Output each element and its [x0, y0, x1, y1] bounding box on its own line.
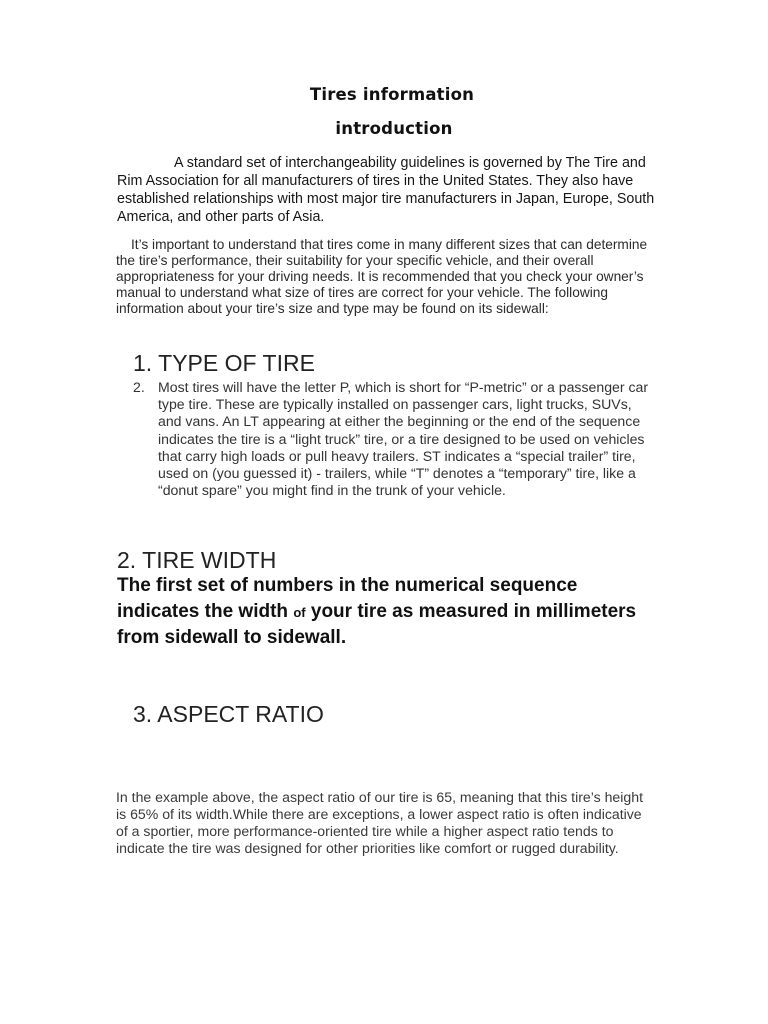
importance-paragraph: It’s important to understand that tires come in many different sizes that can determine the tire’s performance, their suitability for your specific vehicle, and their overall appropriateness for your driving needs. It is recommended that you check your owner’s manual to understand what size of tires are correct for your vehicle. The following information about your tire’s size and type may be found on its sidewall:	[116, 237, 648, 316]
tire-width-paragraph	[117, 573, 657, 651]
tire-width-small-word: of	[293, 604, 306, 620]
tire-width-text-part: The first set of numbers in the numerical sequence indicates the width	[117, 575, 578, 622]
document-title: Tires information	[309, 85, 475, 104]
aspect-ratio-paragraph: In the example above, the aspect ratio of our tire is 65, meaning that this tire’s height is 65% of its width.While there are exceptions, a lower aspect ratio is often indicative of a sportier, more performance-oriented tire while a higher aspect ratio tends to indicate the tire was designed for other priorities like comfort or rugged durability.	[116, 789, 643, 856]
type-of-tire-text: Most tires will have the letter P, which is short for “P-metric” or a passenger car type tire. These are typically installed on passenger cars, light trucks, SUVs, and vans. An LT appearing at either the beginning or the end of the sequence indicates the tire is a “light truck” tire, or a tire designed to be used on vehicles that carry high loads or pull heavy trailers. ST indicates a “special trailer” tire, used on (you guessed it) - trailers, while “T” denotes a “temporary” tire, like a “donut spare” you might find in the trunk of your vehicle.	[158, 379, 649, 499]
section-heading-aspect-ratio: 3. ASPECT RATIO	[133, 701, 324, 727]
document-subtitle: introduction	[335, 119, 453, 138]
type-of-tire-list-item	[133, 379, 653, 499]
section-heading-tire-width: 2. TIRE WIDTH	[117, 547, 277, 573]
tire-width-text-part: your tire as measured in millimeters from sidewall to sidewall.	[117, 600, 637, 648]
section-heading-type-of-tire: 1. TYPE OF TIRE	[133, 350, 315, 376]
intro-paragraph: A standard set of interchangeability guidelines is governed by The Tire and Rim Association for all manufacturers of tires in the United States. They also have established relationships with most major tire manufacturers in Japan, Europe, South America, and other parts of Asia.	[117, 155, 655, 225]
list-item-number: 2.	[133, 379, 145, 395]
